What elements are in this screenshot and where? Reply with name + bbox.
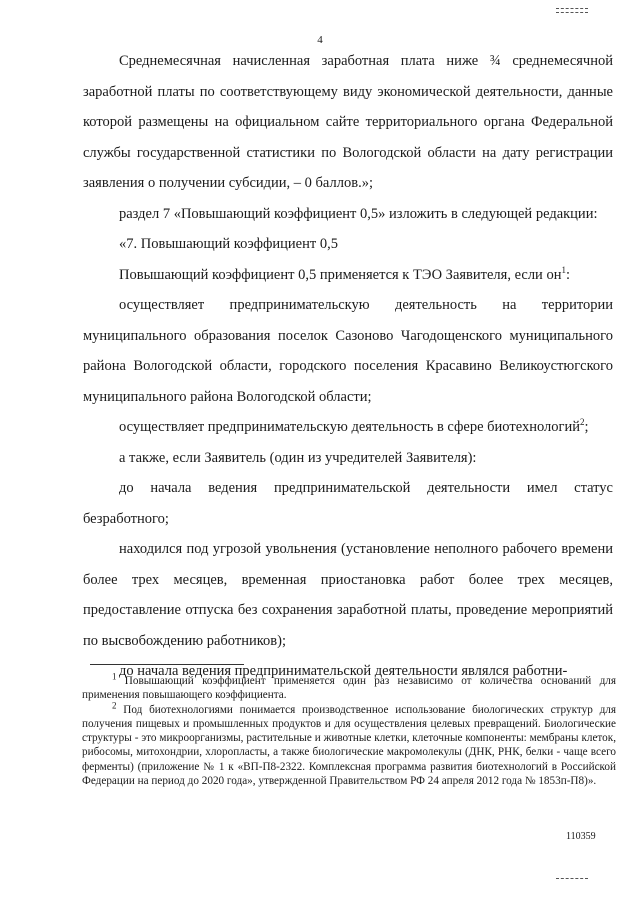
footnote-text: Под биотехнологиями понимается производственное использование биологических структур для получения пищевых и промышленных продуктов и для осуществления целевых превращений. Биологические структуры - это микроорганизмы, растительные и животные клетки, клеточные компоненты: мембраны клеток, рибосомы, митохондрии, хлоропласты, а также биологические макромолекулы (ДНК, РНК, белки - чаще всего ферменты) (приложение № 1 к «ВП-П8-2322. Комплексная программа развития биотехнологий в Российской Федерации на период до 2020 года», утвержденной Правительством РФ 24 апреля 2012 года № 1853п-П8)». xyxy=(82,703,616,788)
footnote-mark: 2 xyxy=(112,699,117,710)
footnote-ref-1: 1 xyxy=(561,264,566,275)
paragraph-employee-condition: до начала ведения предпринимательской деятельности являлся работни- xyxy=(119,663,568,679)
paragraph-biotech-condition xyxy=(83,412,613,443)
paragraph-applicant-conditions: а также, если Заявитель (один из учредителей Заявителя): xyxy=(119,449,477,466)
footnote-mark: 1 xyxy=(112,671,117,682)
paragraph-section-7-amendment: раздел 7 «Повышающий коэффициент 0,5» изложить в следующей редакции: xyxy=(119,205,598,222)
paragraph-salary-criterion: Среднемесячная начисленная заработная плата ниже ¾ среднемесячной заработной платы по соответствующему виду экономической деятельности, данные которой размещены на официальном сайте территориального органа Федеральной службы государственной статистики по Вологодской области на дату регистрации заявления о получении субсидии, – 0 баллов.»; xyxy=(83,53,613,191)
scan-bottom-mark xyxy=(556,878,588,879)
paragraph-unemployed-condition: до начала ведения предпринимательской деятельности имел статус безработного; xyxy=(83,480,613,527)
scan-corner-mark xyxy=(556,8,588,13)
paragraph-coefficient-applies xyxy=(83,260,613,291)
paragraph-tail: ; xyxy=(584,419,589,435)
footnote-separator xyxy=(90,664,244,665)
document-body xyxy=(83,46,613,687)
paragraph-text: Повышающий коэффициент 0,5 применяется к ТЭО Заявителя, если он xyxy=(119,266,562,283)
footnote-2 xyxy=(82,699,616,789)
paragraph-text: осуществляет предпринимательскую деятельность в сфере биотехнологий xyxy=(119,419,580,435)
section-heading-coefficient: «7. Повышающий коэффициент 0,5 xyxy=(119,236,338,252)
document-code: 110359 xyxy=(566,831,596,842)
paragraph-territory-condition: осуществляет предпринимательскую деятельность на территории муниципального образования поселок Сазоново Чагодощенского муниципального района Вологодской области, городского поселения Красавино Великоустюгского муниципального района Вологодской области; xyxy=(83,297,613,405)
paragraph-tail: : xyxy=(565,266,570,283)
page-number: 4 xyxy=(317,34,323,46)
footnote-ref-2: 2 xyxy=(579,417,585,428)
paragraph-dismissal-threat-condition: находился под угрозой увольнения (установление неполного рабочего времени более трех месяцев, временная приостановка работ более трех месяцев, предоставление отпуска без сохранения заработной платы, проведение мероприятий по высвобождению работников); xyxy=(83,541,613,649)
footnote-text: Повышающий коэффициент применяется один раз независимо от количества оснований для применения повышающего коэффициента. xyxy=(82,675,616,702)
